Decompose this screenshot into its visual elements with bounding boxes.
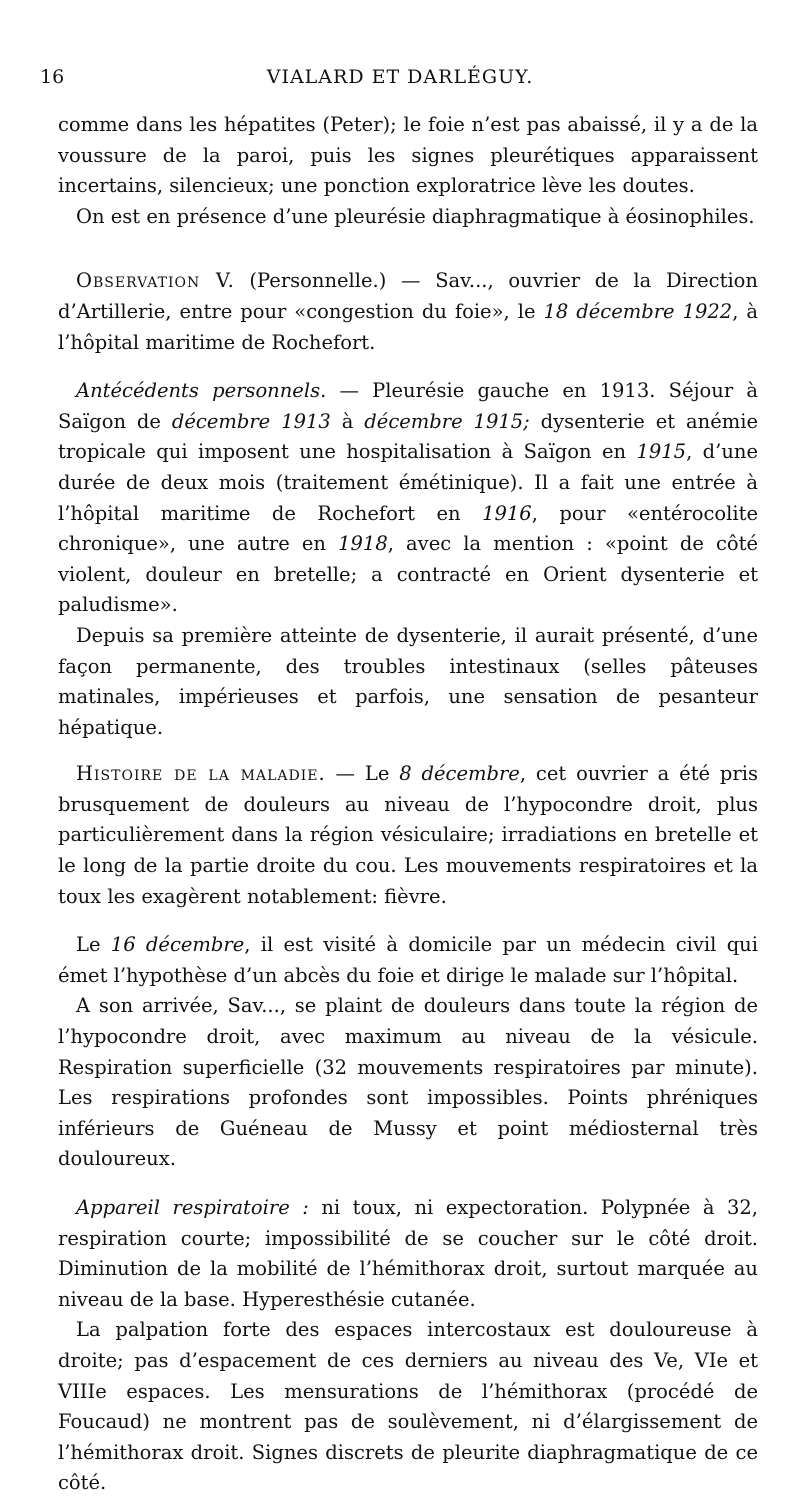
histoire-text-1: — Le	[325, 762, 400, 786]
paragraph-antecedents	[58, 376, 758, 621]
antecedents-date-4: 1916	[482, 501, 532, 525]
p16-date: 16 décembre	[110, 933, 245, 957]
paragraph-16-decembre	[58, 930, 758, 991]
observation-date: 18 décembre 1922	[543, 299, 733, 323]
p16-text-2: , il est visité à domicile par un médecin civil qui émet l’hypothèse d’un abcès du foie et dirige le malade sur l’hôpital.	[58, 933, 758, 987]
paragraph-observation	[58, 266, 758, 358]
appareil-label: Appareil respiratoire :	[76, 1196, 309, 1219]
running-head: VIALARD ET DARLÉGUY.	[266, 66, 534, 88]
observation-text-a: (Personnelle.) — Sav..., ouvrier de la Direction d’Artillerie, entre pour «congestion du foie», le	[58, 269, 758, 323]
paragraph-histoire	[58, 759, 758, 912]
paragraph-palpation: La palpation forte des espaces intercostaux est douloureuse à droite; pas d’espacement de ces derniers au niveau des Ve, VIe et VIIIe espaces. Les mensurations de l’hémithorax (procédé de Foucaud) ne montrent pas de soulèvement, ni d’élargissement de l’hémithorax droit. Signes discrets de pleurite diaphragmatique de ce côté.	[58, 1318, 758, 1495]
page-number: 16	[40, 66, 65, 88]
paragraph-arrivee: A son arrivée, Sav..., se plaint de douleurs dans toute la région de l’hypocondre droit, avec maximum au niveau de la vésicule. Respiration superficielle (32 mouvements respiratoires par minute). Les respirations profondes sont impossibles. Points phréniques inférieurs de Guéneau de Mussy et point médiosternal très douloureux.	[58, 994, 758, 1171]
antecedents-text-5: , pour «entérocolite chronique», une autre en	[58, 501, 758, 556]
page-header	[40, 66, 760, 92]
antecedents-text-4: , d’une durée de deux mois (traitement émétinique). Il a fait une entrée à l’hôpital maritime de Rochefort en	[58, 440, 758, 525]
histoire-label: Histoire de la maladie.	[76, 762, 326, 786]
antecedents-date-3: 1915	[636, 440, 687, 464]
paragraph-diagnosis: On est en présence d’une pleurésie diaphragmatique à éosinophiles.	[76, 204, 755, 228]
antecedents-label: Antécédents personnels.	[76, 379, 327, 403]
p16-text-1: Le	[76, 933, 111, 957]
paragraph-depuis: Depuis sa première atteinte de dysenterie, il aurait présenté, d’une façon permanente, des troubles intestinaux (selles pâteuses matinales, impérieuses et parfois, une sensation de pesanteur hépatique.	[58, 623, 758, 739]
paragraph-appareil-respiratoire	[58, 1193, 758, 1315]
histoire-date: 8 décembre	[399, 762, 520, 786]
antecedents-date-5: 1918	[338, 532, 388, 556]
antecedents-text-1: — Pleurésie gauche en 1913. Séjour à Saïgon de	[58, 379, 758, 433]
antecedents-text-2: à	[330, 409, 365, 433]
antecedents-text-3: dysenterie et anémie tropicale qui imposent une hospitalisation à Saïgon en	[58, 409, 758, 464]
antecedents-date-1: décembre 1913	[171, 409, 331, 433]
appareil-text: ni toux, ni expectoration. Polypnée à 32, respiration courte; impossibilité de se coucher sur le côté droit. Diminution de la mobilité de l’hémithorax droit, surtout marquée au niveau de la base. Hyperesthésie cutanée.	[58, 1196, 759, 1311]
page-body	[58, 110, 758, 1499]
observation-text-b: , à l’hôpital maritime de Rochefort.	[58, 299, 758, 354]
paragraph-hepatites: comme dans les hépatites (Peter); le foie n’est pas abaissé, il y a de la voussure de la paroi, puis les signes pleurétiques apparaissent incertains, silencieux; une ponction exploratrice lève les doutes.	[58, 113, 758, 198]
antecedents-date-2: décembre 1915;	[364, 409, 530, 433]
observation-label: Observation V.	[76, 269, 235, 293]
antecedents-text-6: , avec la mention : «point de côté violent, douleur en bretelle; a contracté en Orient dysenterie et paludisme».	[58, 532, 759, 617]
histoire-text-2: , cet ouvrier a été pris brusquement de douleurs au niveau de l’hypocondre droit, plus particulièrement dans la région vésiculaire; irradiations en bretelle et le long de la partie droite du cou. Les mouvements respiratoires et la toux les exagèrent notablement: fièvre.	[58, 762, 758, 908]
